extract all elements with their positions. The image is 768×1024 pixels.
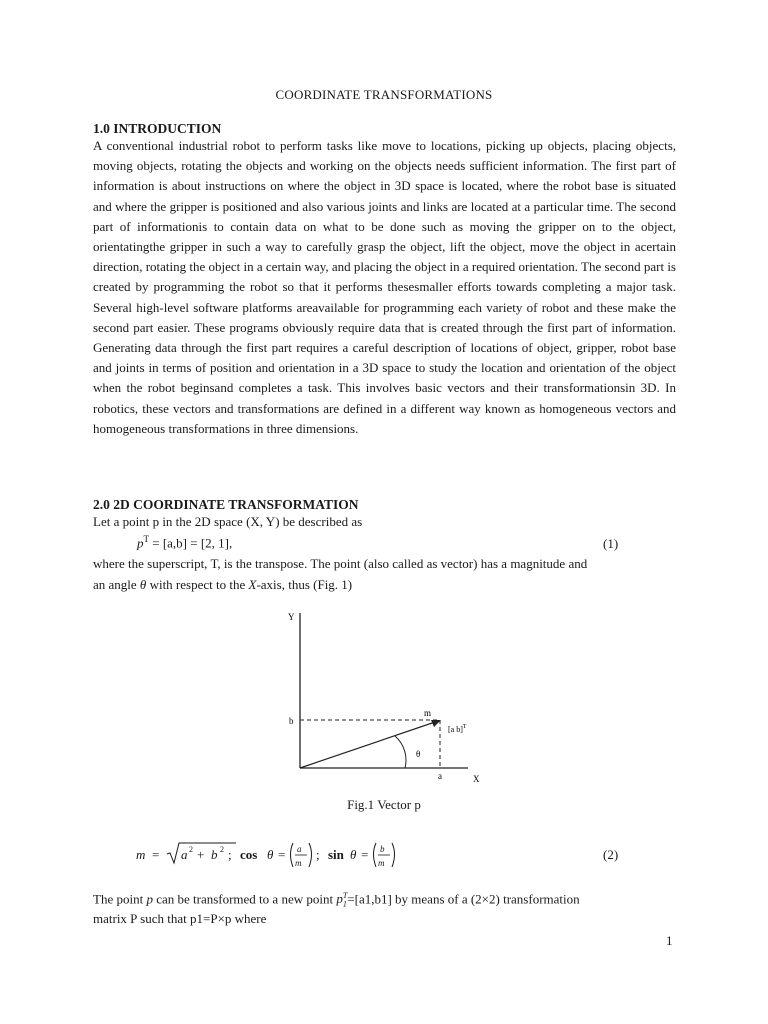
text-line: where the superscript, T, is the transpose. The point (also called as vector) has a magnitude and	[93, 556, 588, 571]
svg-text:=: =	[278, 847, 286, 862]
svg-text:sin: sin	[328, 847, 344, 862]
x-symbol: X	[248, 577, 257, 592]
svg-text:m: m	[295, 858, 302, 868]
svg-text:b: b	[380, 844, 385, 854]
figure-caption	[0, 797, 768, 813]
eq1-lhs: p	[137, 535, 144, 551]
svg-text:+: +	[197, 847, 205, 862]
text-line: Let a point p in the 2D space (X, Y) be described as	[93, 514, 363, 529]
text-line	[93, 577, 352, 593]
tick-a-label: a	[438, 771, 442, 781]
svg-text:θ: θ	[267, 847, 274, 862]
text-fragment: -axis, thus (Fig. 1)	[256, 577, 353, 592]
svg-text:b: b	[211, 847, 218, 862]
introduction-paragraph: A conventional industrial robot to perform tasks like move to locations, picking up objects, placing objects, moving objects, rotating the objects and working on the objects needs sufficient information. The first part of information is about instructions on where the object in 3D space is located, where the robot base is situated and where the gripper is positioned and also various joints and links are located at a particular time. The second part of informationis to contain data on what to be done such as moving the gripper on to the object, orientatingthe gripper in such a way to carefully grasp the object, lift the object, move the object in acertain direction, rotating the object in a certain way, and placing the object in a required orientation. The second part is created by programming the robot so that it performs thesesmaller efforts towards completing a major task. Several high-level software platforms areavailable for programming each variety of robot and these make the second part easier. These programs obviously require data that is created through the first part of information. Generating data through the first part requires a careful description of locations of object, gripper, robot base and joints in terms of position and orientation in a 3D space to study the location and orientation of the object when the robot beginsand completes a task. This involves basic vectors and their transformationsin 3D. In robotics, these vectors and transformations are defined in a different way known as homogeneous vectors and homogeneous transformations in three dimensions.	[93, 138, 676, 436]
tick-b-label: b	[289, 716, 294, 726]
text-fragment: =[a1,b1] by means of a (2×2) transformation	[347, 891, 580, 907]
svg-text:;: ;	[228, 847, 232, 862]
text-line	[93, 891, 580, 909]
text-fragment: with respect to the	[146, 577, 249, 592]
eq1-rhs: = [a,b] = [2, 1],	[149, 535, 233, 551]
y-axis-label: Y	[288, 612, 295, 622]
x-axis-label: X	[473, 774, 480, 784]
theta-symbol: θ	[139, 577, 147, 592]
vector-label	[448, 724, 467, 734]
equation-number-1: (1)	[603, 536, 619, 551]
svg-text:a: a	[181, 847, 188, 862]
eq1-sup: T	[143, 534, 149, 544]
p-symbol: p	[146, 891, 153, 907]
svg-text:θ: θ	[350, 847, 357, 862]
svg-text:cos: cos	[240, 847, 258, 862]
angle-arc	[395, 736, 406, 768]
svg-text:m: m	[136, 847, 146, 862]
vector-label-text: [a b]	[448, 725, 463, 734]
section-heading-2d-transformation: 2.0 2D COORDINATE TRANSFORMATION	[93, 497, 359, 512]
equation-1	[137, 534, 232, 551]
text-line: matrix P such that p1=P×p where	[93, 911, 267, 926]
section-heading-introduction: 1.0 INTRODUCTION	[93, 121, 222, 136]
svg-text:;: ;	[316, 847, 320, 862]
svg-text:=: =	[361, 847, 369, 862]
page-number: 1	[666, 933, 673, 948]
svg-text:a: a	[297, 844, 302, 854]
equation-number-2: (2)	[603, 847, 619, 862]
p1-transpose-symbol: $p_1^T$	[336, 891, 348, 909]
text-fragment: The point	[93, 891, 147, 907]
svg-text:2: 2	[220, 845, 224, 854]
point-m-label: m	[424, 708, 432, 718]
vector-label-sup: T	[462, 724, 467, 730]
vector-line	[300, 721, 438, 768]
text-fragment: an angle	[93, 577, 140, 592]
caption-text: Fig.1 Vector p	[347, 797, 421, 812]
svg-text:=: =	[152, 847, 160, 862]
angle-theta-label: θ	[416, 749, 421, 759]
svg-text:m: m	[378, 858, 385, 868]
figure-vector-diagram	[278, 603, 493, 788]
svg-text:2: 2	[189, 845, 193, 854]
text-fragment: can be transformed to a new point	[152, 891, 337, 907]
equation-2	[132, 836, 422, 872]
page-title: COORDINATE TRANSFORMATIONS	[275, 87, 493, 102]
